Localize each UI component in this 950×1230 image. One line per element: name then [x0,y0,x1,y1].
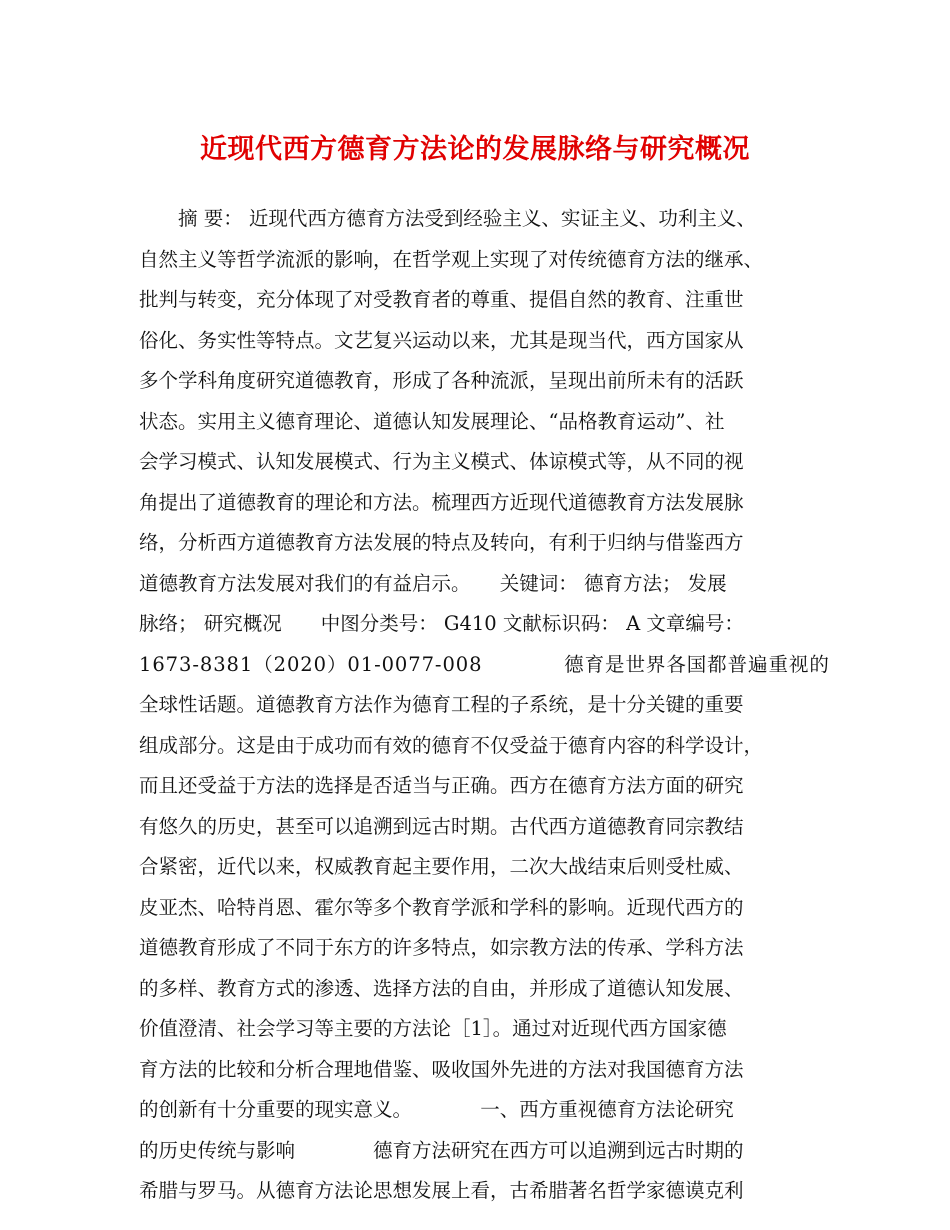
body-line: 有悠久的历史，甚至可以追溯到远古时期。古代西方道德教育同宗教结 [139,814,744,838]
document-body [139,199,829,1212]
body-line: 角提出了道德教育的理论和方法。梳理西方近现代道德教育方法发展脉 [139,490,744,514]
body-line: 全球性话题。道德教育方法作为德育工程的子系统，是十分关键的重要 [139,693,744,716]
body-line: 状态。实用主义德育理论、道德认知发展理论、“品格教育运动”、社 [139,409,725,433]
body-line: 皮亚杰、哈特肖恩、霍尔等多个教育学派和学科的影响。近现代西方的 [139,895,744,919]
body-line: 批判与转变，充分体现了对受教育者的尊重、提倡自然的教育、注重世 [139,288,744,311]
body-line: 合紧密，近代以来，权威教育起主要作用，二次大战结束后则受杜威、 [139,855,744,878]
body-line: 道德教育形成了不同于东方的许多特点，如宗教方法的传承、学科方法 [139,936,744,959]
body-line: 摘 要： 近现代西方德育方法受到经验主义、实证主义、功利主义、 [139,207,756,230]
body-line: 希腊与罗马。从德育方法论思想发展上看，古希腊著名哲学家德谟克利 [139,1179,744,1202]
body-line: 脉络； 研究概况 中图分类号： G410 文献标识码： A 文章编号： [139,612,744,635]
body-line: 络，分析西方道德教育方法发展的特点及转向，有利于归纳与借鉴西方 [139,531,744,554]
body-line: 的多样、教育方式的渗透、选择方法的自由，并形成了道德认知发展、 [139,976,744,1000]
body-line: 会学习模式、认知发展模式、行为主义模式、体谅模式等，从不同的视 [139,450,744,473]
body-line: 俗化、务实性等特点。文艺复兴运动以来，尤其是现当代，西方国家从 [139,328,744,352]
body-line: 而且还受益于方法的选择是否适当与正确。西方在德育方法方面的研究 [139,774,744,797]
body-line: 道德教育方法发展对我们的有益启示。 关键词： 德育方法； 发展 [139,571,727,595]
body-line: 价值澄清、社会学习等主要的方法论［1］。通过对近现代西方国家德 [139,1017,727,1040]
body-line: 1673-8381（2020）01-0077-008 德育是世界各国都普遍重视的 [139,652,830,676]
body-line: 的历史传统与影响 德育方法研究在西方可以追溯到远古时期的 [139,1138,744,1162]
body-line: 多个学科角度研究道德教育，形成了各种流派，呈现出前所未有的活跃 [139,369,744,392]
body-line: 组成部分。这是由于成功而有效的德育不仅受益于德育内容的科学设计， [139,733,764,757]
body-line: 育方法的比较和分析合理地借鉴、吸收国外先进的方法对我国德育方法 [139,1057,744,1081]
document-title: 近现代西方德育方法论的发展脉络与研究概况 [200,134,750,165]
body-line: 的创新有十分重要的现实意义。 一、西方重视德育方法论研究 [139,1098,734,1121]
body-line: 自然主义等哲学流派的影响，在哲学观上实现了对传统德育方法的继承、 [139,247,764,271]
